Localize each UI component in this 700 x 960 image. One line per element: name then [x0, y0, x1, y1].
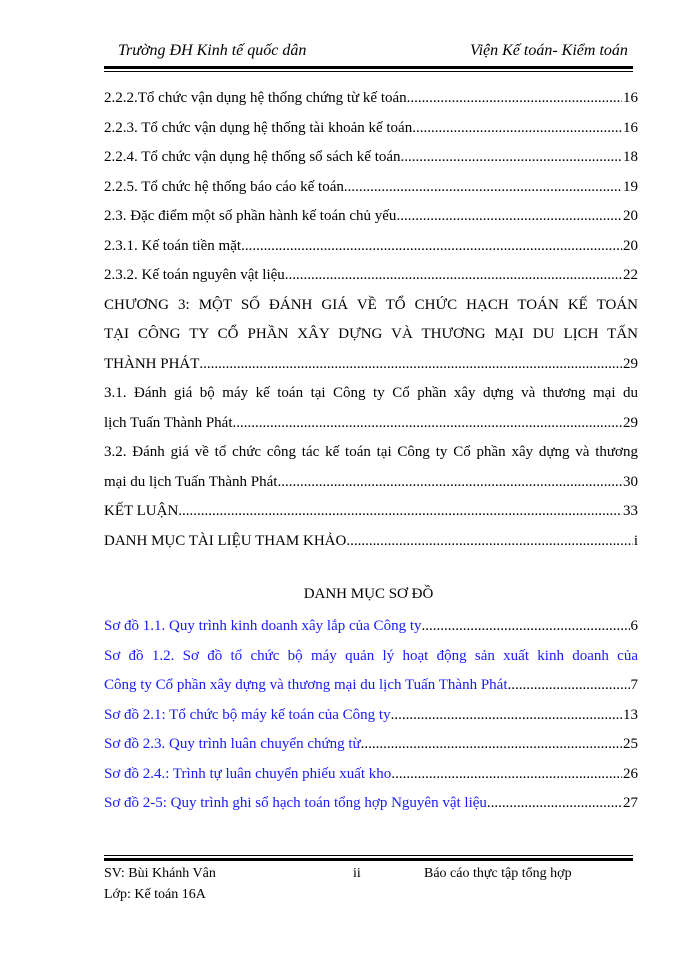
header-institute: Viện Kế toán- Kiểm toán: [470, 42, 628, 59]
diagram-list-title: DANH MỤC SƠ ĐỒ: [303, 586, 434, 602]
toc-ket-luan[interactable]: KẾT LUẬN ..... 33: [104, 497, 638, 527]
diagram-entry[interactable]: [104, 642, 638, 701]
footer-student: SV: Bùi Khánh Vân: [104, 866, 216, 881]
toc-references[interactable]: DANH MỤC TÀI LIỆU THAM KHẢO ..... i: [104, 527, 638, 557]
chapter-3-page: 29: [623, 355, 638, 372]
footer-class: Lớp: Kế toán 16A: [104, 887, 206, 902]
toc-entry[interactable]: 2.3.2. Kế toán nguyên vật liệu ..... 22: [104, 261, 638, 291]
diagram-1-2-line-1: Sơ đồ 1.2. Sơ đồ tổ chức bộ máy quản lý hoạt động sản xuất kinh doanh của: [104, 647, 638, 664]
section-3-1-line-1: 3.1. Đánh giá bộ máy kế toán tại Công ty Cổ phần xây dựng và thương mại du: [104, 385, 638, 401]
diagram-entry[interactable]: Sơ đồ 2.3. Quy trình luân chuyển chứng từ ..... 25: [104, 730, 638, 760]
toc-entry[interactable]: 2.3. Đặc điểm một số phần hành kế toán chủ yếu ..... 20: [104, 202, 638, 232]
toc-chapter-3[interactable]: [104, 291, 638, 380]
toc-entry[interactable]: 2.3.1. Kế toán tiền mặt ..... 20: [104, 232, 638, 262]
diagram-1-2-page: 7: [630, 677, 638, 693]
footer-rule-thin: [104, 855, 633, 856]
diagram-entry[interactable]: Sơ đồ 1.1. Quy trình kinh doanh xây lắp của Công ty ..... 6: [104, 612, 638, 642]
diagram-1-2-line-2: Công ty Cổ phần xây dựng và thương mại du lịch Tuấn Thành Phát: [104, 677, 508, 693]
section-3-1-line-2: lịch Tuấn Thành Phát: [104, 414, 233, 431]
table-of-contents: [104, 84, 638, 556]
toc-entry[interactable]: 2.2.4. Tổ chức vận dụng hệ thống sổ sách kế toán ..... 18: [104, 143, 638, 173]
diagram-entry[interactable]: Sơ đồ 2.1: Tổ chức bộ máy kế toán của Công ty ..... 13: [104, 701, 638, 731]
section-3-1-page: 29: [623, 414, 638, 431]
toc-section-3-2[interactable]: [104, 438, 638, 497]
diagram-list: [104, 612, 638, 819]
section-3-2-line-1: 3.2. Đánh giá về tổ chức công tác kế toán tại Công ty Cổ phần xây dựng và thương: [104, 444, 638, 460]
diagram-entry[interactable]: Sơ đồ 2.4.: Trình tự luân chuyển phiếu xuất kho ..... 26: [104, 760, 638, 790]
chapter-3-line-2: TẠI CÔNG TY CỔ PHẦN XÂY DỰNG VÀ THƯƠNG MẠI DU LỊCH TẤN: [104, 326, 638, 342]
footer-rule: [104, 858, 633, 861]
diagram-entry[interactable]: Sơ đồ 2-5: Quy trình ghi sổ hạch toán tổng hợp Nguyên vật liệu ..... 27: [104, 789, 638, 819]
chapter-3-line-1: CHƯƠNG 3: MỘT SỐ ĐÁNH GIÁ VỀ TỔ CHỨC HẠCH TOÁN KẾ TOÁN: [104, 296, 638, 313]
toc-entry[interactable]: 2.2.3. Tổ chức vận dụng hệ thống tài khoản kế toán ..... 16: [104, 114, 638, 144]
toc-section-3-1[interactable]: [104, 379, 638, 438]
section-3-2-page: 30: [623, 473, 638, 490]
header-rule-thin: [104, 71, 633, 72]
section-3-2-line-2: mại du lịch Tuấn Thành Phát: [104, 473, 278, 490]
toc-entry[interactable]: 2.2.2.Tổ chức vận dụng hệ thống chứng từ kế toán ..... 16: [104, 84, 638, 114]
header-school: Trường ĐH Kinh tế quốc dân: [118, 42, 307, 59]
footer-page-number: ii: [353, 866, 361, 881]
footer-report: Báo cáo thực tập tổng hợp: [424, 866, 572, 881]
chapter-3-line-3: THÀNH PHÁT: [104, 355, 200, 372]
toc-entry[interactable]: 2.2.5. Tổ chức hệ thống báo cáo kế toán ..... 19: [104, 173, 638, 203]
header-rule: [104, 66, 633, 69]
